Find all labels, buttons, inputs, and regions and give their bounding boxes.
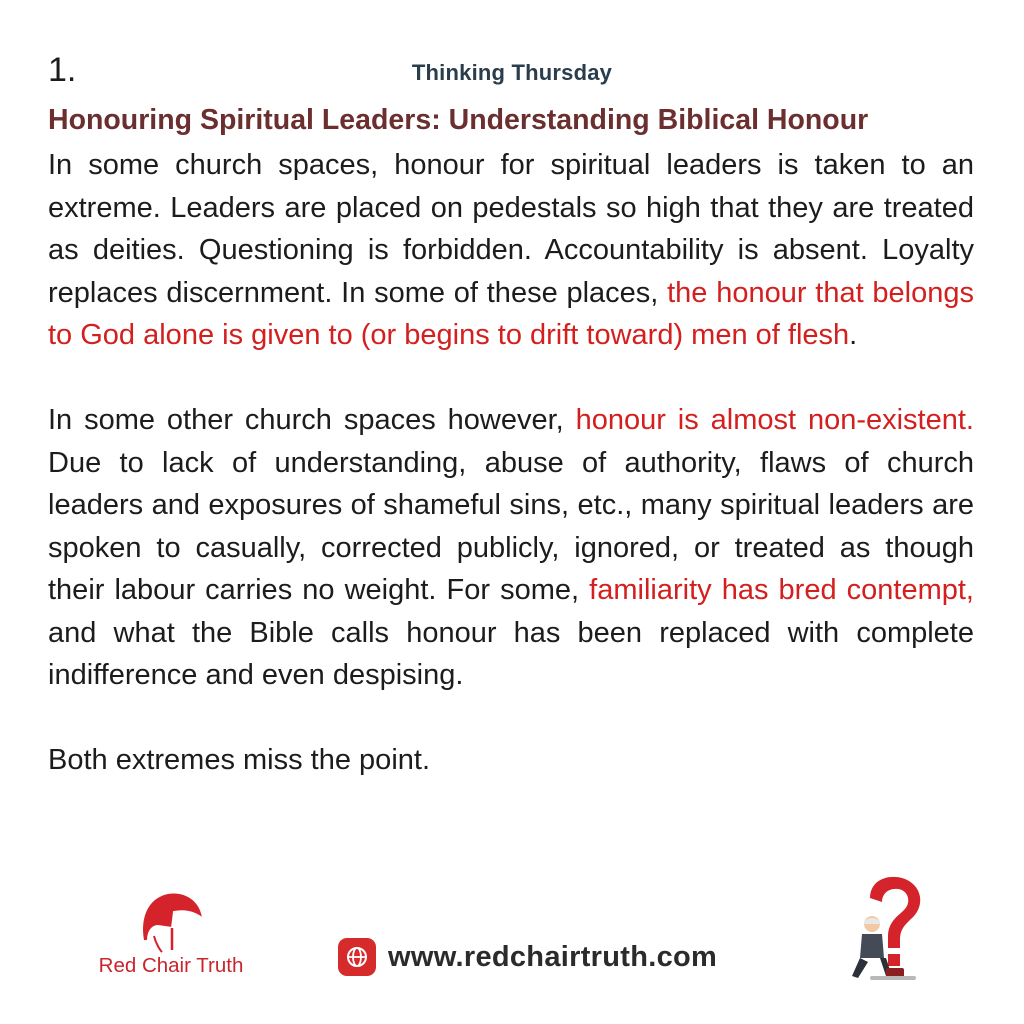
brand-logo: [76, 888, 266, 988]
page-number: 1.: [48, 51, 77, 89]
paragraph-2-middle: Due to lack of understanding, abuse of authority, flaws of church leaders and exposures of shameful sins, etc., many spiritual leaders are spoken to casually, corrected publicly, ignored, or treated as though their labour carries no weight. For some,: [48, 446, 974, 606]
paragraph-2-highlight-2: familiarity has bred contempt,: [589, 574, 974, 606]
paragraph-1-highlight: the honour that belongs to God alone is given to (or begins to drift toward) men of flesh: [48, 276, 974, 351]
brand-name: Red Chair Truth: [98, 954, 244, 977]
red-chair-logo-icon: [132, 888, 208, 954]
paragraph-1-end: .: [849, 319, 858, 351]
paragraph-2: [48, 399, 974, 697]
paragraph-1-text: In some church spaces, honour for spiritual leaders is taken to an extreme. Leaders are placed on pedestals so high that they are treated as deities. Questioning is forbidden. Accountability is absent. Loyalty replaces discernment. In some of these places,: [48, 149, 974, 309]
paragraph-2-highlight-1: honour is almost non-existent.: [575, 404, 974, 436]
question-mark-thinker-icon: [840, 872, 932, 984]
article-body: [48, 144, 974, 782]
paragraph-1: [48, 144, 974, 357]
globe-icon: [338, 938, 376, 976]
website-link[interactable]: [338, 935, 717, 979]
paragraph-3: Both extremes miss the point.: [48, 744, 430, 776]
paragraph-2-end: and what the Bible calls honour has been replaced with complete indifference and even despising.: [48, 616, 974, 691]
paragraph-2-text: In some other church spaces however,: [48, 404, 576, 436]
article-heading: Honouring Spiritual Leaders: Understanding Biblical Honour: [48, 104, 869, 136]
website-url[interactable]: www.redchairtruth.com: [388, 940, 718, 973]
series-label: Thinking Thursday: [411, 60, 613, 85]
